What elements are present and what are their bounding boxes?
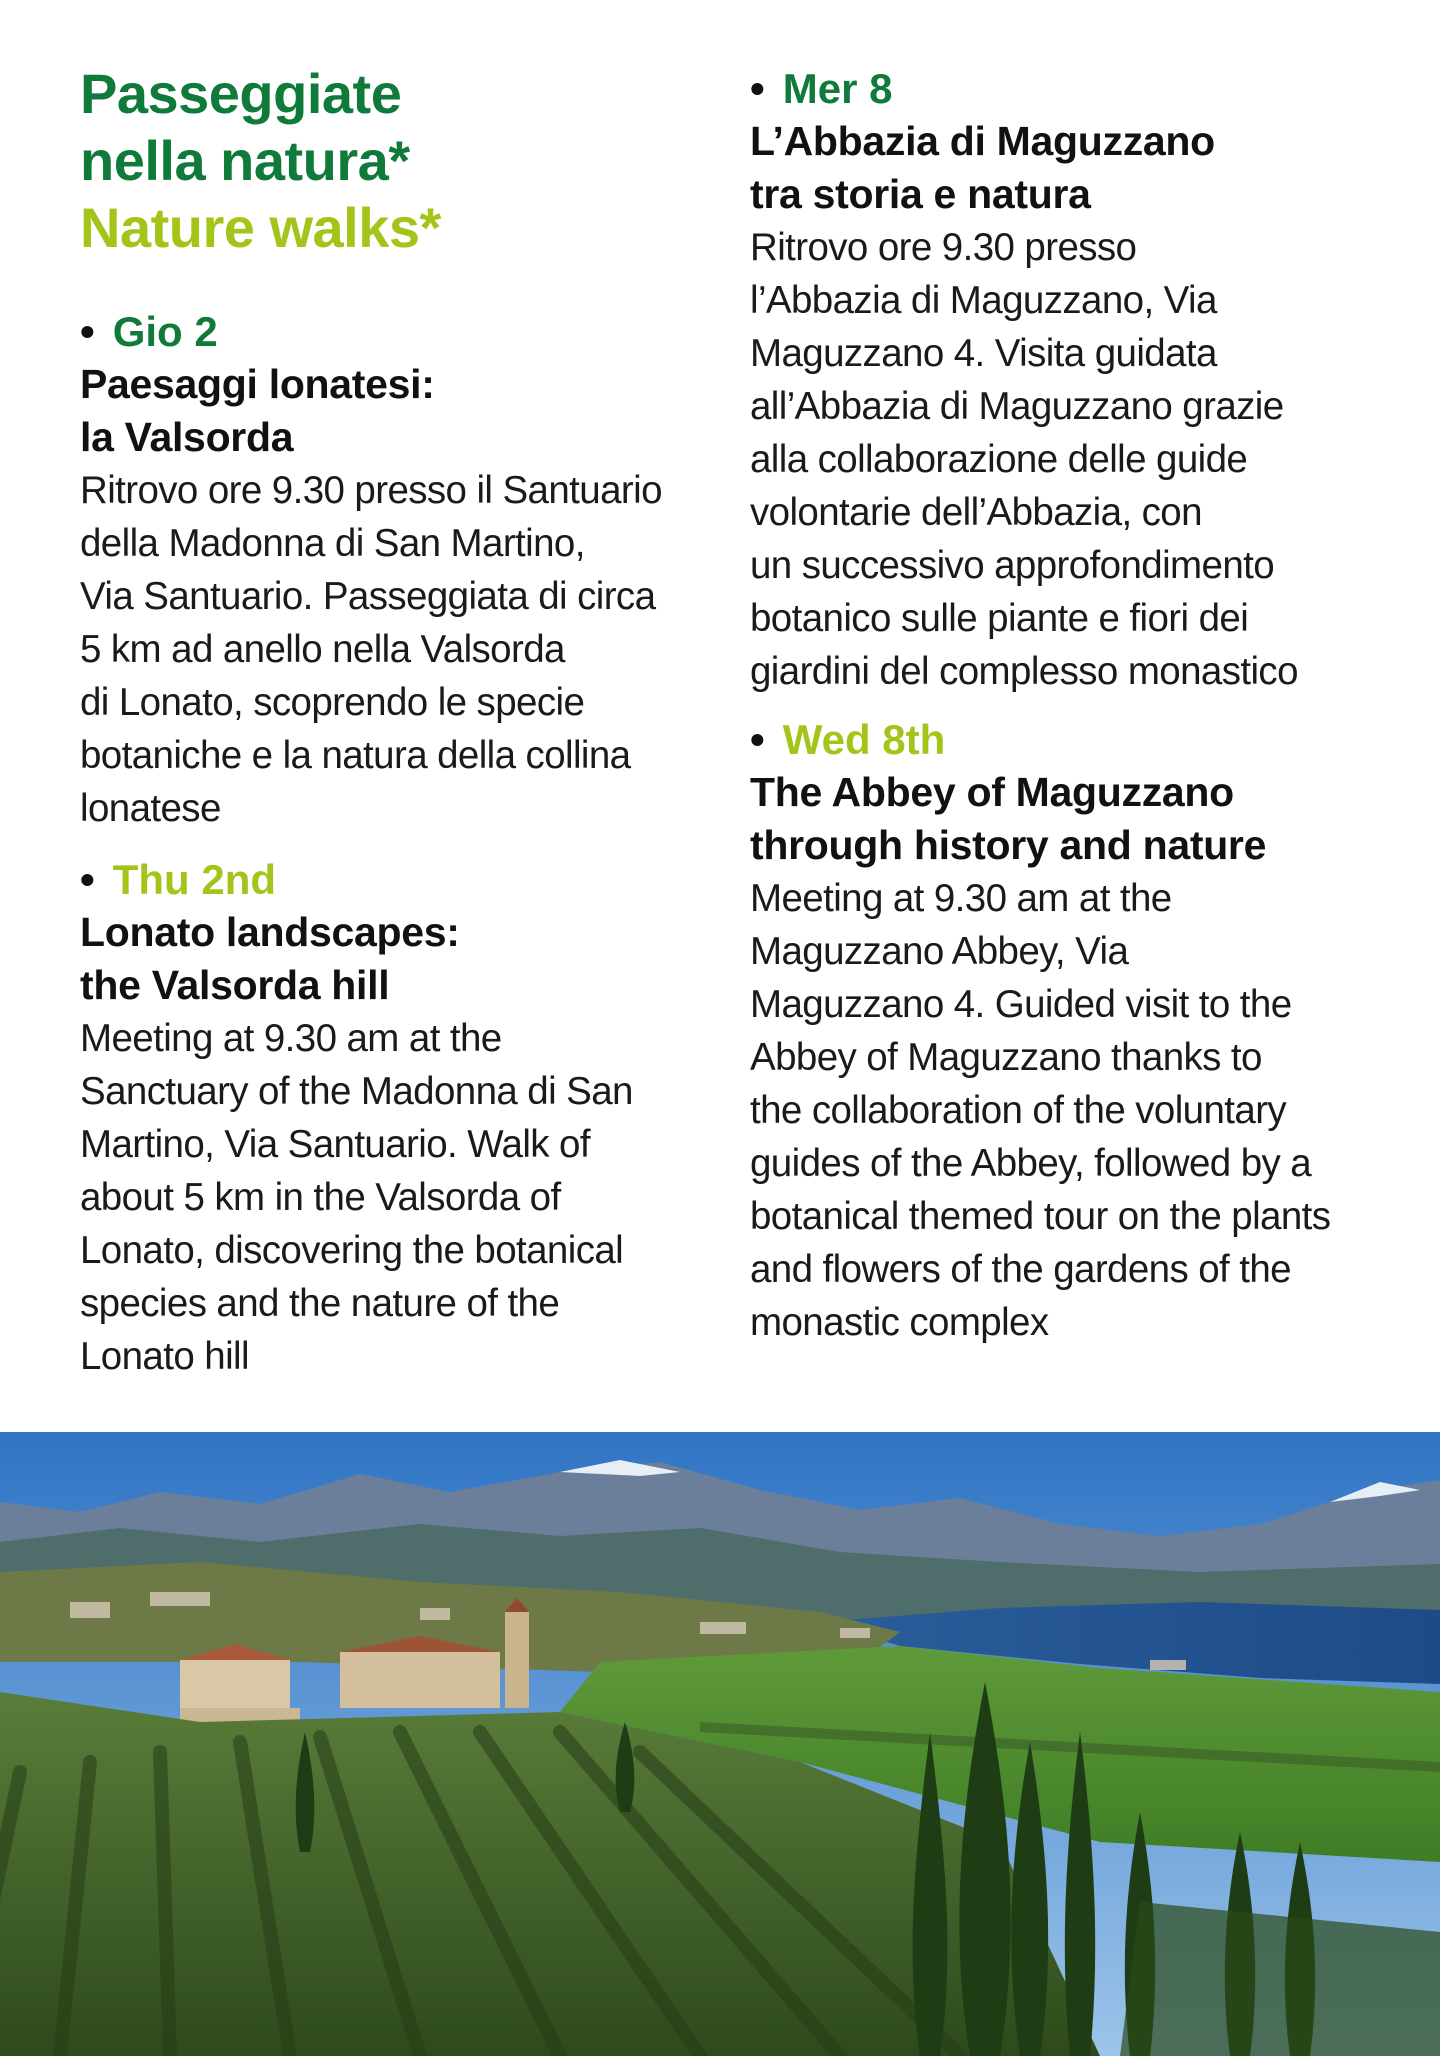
landscape-illustration (0, 1432, 1440, 2056)
event-description: Meeting at 9.30 am at the Sanctuary of the Madonna di San Martino, Via Santuario. Walk of about 5 km in the Valsorda of Lonato, discovering the botanical species and the nature of the Lonato hill (80, 1017, 633, 1378)
landscape-photo (0, 1432, 1440, 2056)
event-heading: The Abbey of Maguzzano through history and nature (750, 769, 1267, 868)
event-date: • Gio 2 (80, 308, 218, 355)
event-description: Meeting at 9.30 am at the Maguzzano Abbey, Via Maguzzano 4. Guided visit to the Abbey of Maguzzano thanks to the collaboration of the voluntary guides of the Abbey, followed by a botanical themed tour on the plants and flowers of the gardens of the monastic complex (750, 877, 1331, 1344)
event-mer-8 (750, 63, 1390, 698)
event-thu-2nd (80, 854, 720, 1383)
title-it-line-1: Passeggiate (80, 62, 402, 125)
event-date: • Thu 2nd (80, 856, 277, 903)
title-en: Nature walks* (80, 196, 441, 259)
event-date: • Mer 8 (750, 65, 893, 112)
title-it-line-2: nella natura* (80, 129, 410, 192)
event-gio-2 (80, 306, 720, 835)
page-title (80, 60, 441, 261)
event-date: • Wed 8th (750, 716, 946, 763)
event-heading: Lonato landscapes: the Valsorda hill (80, 909, 460, 1008)
event-heading: L’Abbazia di Maguzzano tra storia e natura (750, 118, 1215, 217)
event-description: Ritrovo ore 9.30 presso l’Abbazia di Maguzzano, Via Maguzzano 4. Visita guidata all’Abbazia di Maguzzano grazie alla collaborazione delle guide volontarie dell’Abbazia, con un successivo approfondimento botanico sulle piante e fiori dei giardini del complesso monastico (750, 226, 1298, 693)
event-description: Ritrovo ore 9.30 presso il Santuario della Madonna di San Martino, Via Santuario. Passeggiata di circa 5 km ad anello nella Valsorda di Lonato, scoprendo le specie botaniche e la natura della collina lonatese (80, 469, 662, 830)
event-heading: Paesaggi lonatesi: la Valsorda (80, 361, 435, 460)
event-wed-8th (750, 714, 1390, 1349)
